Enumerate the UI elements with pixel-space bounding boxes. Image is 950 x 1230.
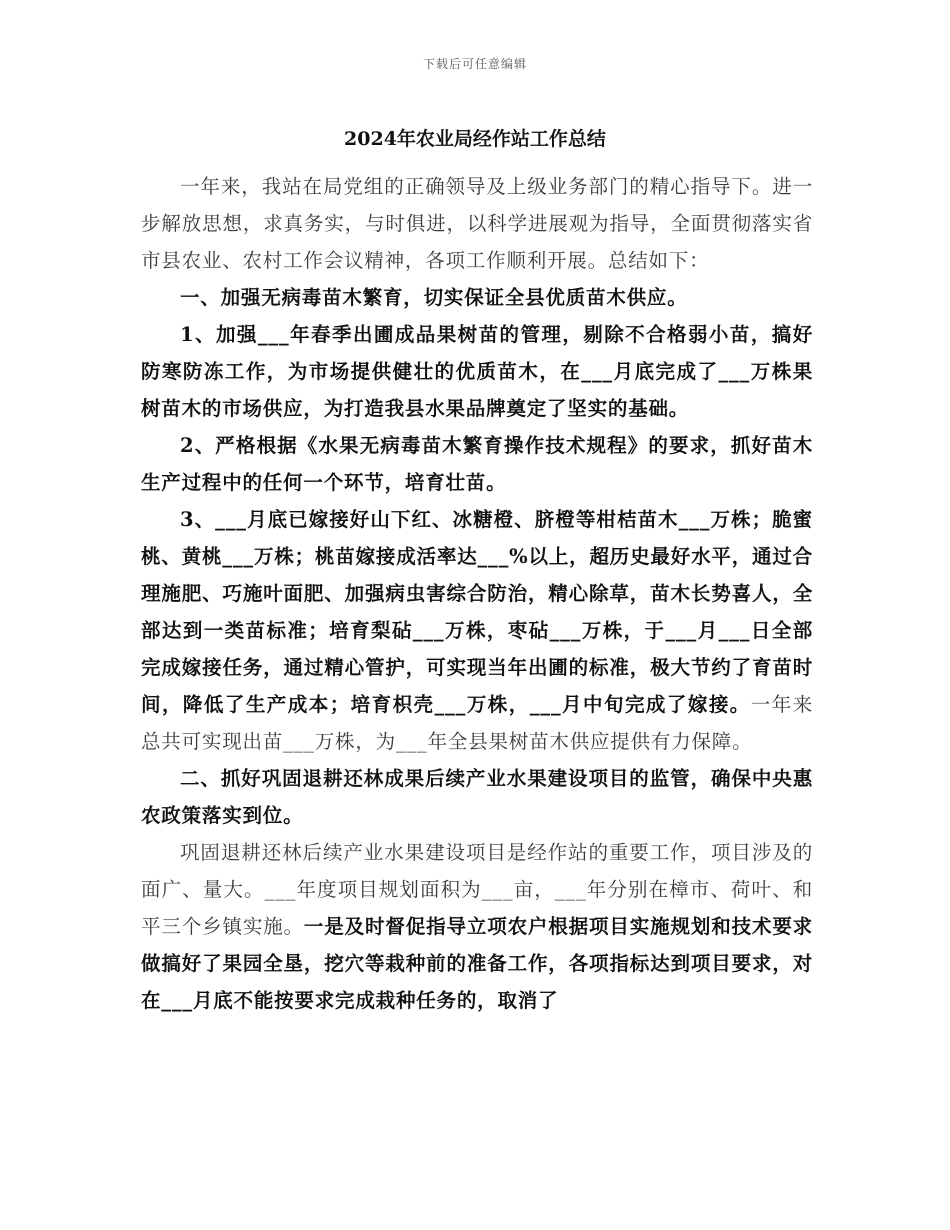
paragraph-intro: 一年来，我站在局党组的正确领导及上级业务部门的精心指导下。进一步解放思想，求真务实，与时俱进，以科学进展观为指导，全面贯彻落实省市县农业、农村工作会议精神，各项工作顺利开展。总结如下： xyxy=(141,175,813,272)
document-title: 2024年农业局经作站工作总结 xyxy=(344,128,606,150)
document-body xyxy=(141,168,813,1019)
paragraph-project xyxy=(141,834,813,1019)
section-heading-1: 一、加强无病毒苗木繁育，切实保证全县优质苗木供应。 xyxy=(180,286,688,309)
paragraph-item-3 xyxy=(141,501,813,760)
paragraph-item-3-bold: 3、___月底已嫁接好山下红、冰糖橙、脐橙等柑桔苗木___万株；脆蜜桃、黄桃___万株；桃苗嫁接成活率达___%以上，超历史最好水平，通过合理施肥、巧施叶面肥、加强病虫害综合防治，精心除草，苗木长势喜人，全部达到一类苗标准；培育梨砧___万株，枣砧___万株，于___月___日全部完成嫁接任务，通过精心管护，可实现当年出圃的标准，极大节约了育苗时间，降低了生产成本；培育枳壳___万株，___月中旬完成了嫁接。 xyxy=(141,508,813,716)
section-heading-2: 二、抓好巩固退耕还林成果后续产业水果建设项目的监管，确保中央惠农政策落实到位。 xyxy=(141,767,813,827)
paragraph-item-1: 1、加强___年春季出圃成品果树苗的管理，剔除不合格弱小苗，搞好防寒防冻工作，为市场提供健壮的优质苗木，在___月底完成了___万株果树苗木的市场供应，为打造我县水果品牌奠定了坚实的基础。 xyxy=(141,323,813,420)
header-note: 下载后可任意编辑 xyxy=(422,57,527,71)
paragraph-item-2: 2、严格根据《水果无病毒苗木繁育操作技术规程》的要求，抓好苗木生产过程中的任何一个环节，培育壮苗。 xyxy=(141,434,813,494)
paragraph-item-3-tail: 一年来总共可实现出苗___万株，为___年全县果树苗木供应提供有力保障。 xyxy=(141,693,813,753)
paragraph-project-lead: 巩固退耕还林后续产业水果建设项目是经作站的重要工作，项目涉及的面广、量大。___年度项目规划面积为___亩，___年分别在樟市、荷叶、和平三个乡镇实施。 xyxy=(141,841,813,938)
paragraph-project-tail: 一是及时督促指导立项农户根据项目实施规划和技术要求做搞好了果园全垦，挖穴等栽种前的准备工作，各项指标达到项目要求，对在___月底不能按要求完成栽种任务的，取消了 xyxy=(141,915,813,1012)
